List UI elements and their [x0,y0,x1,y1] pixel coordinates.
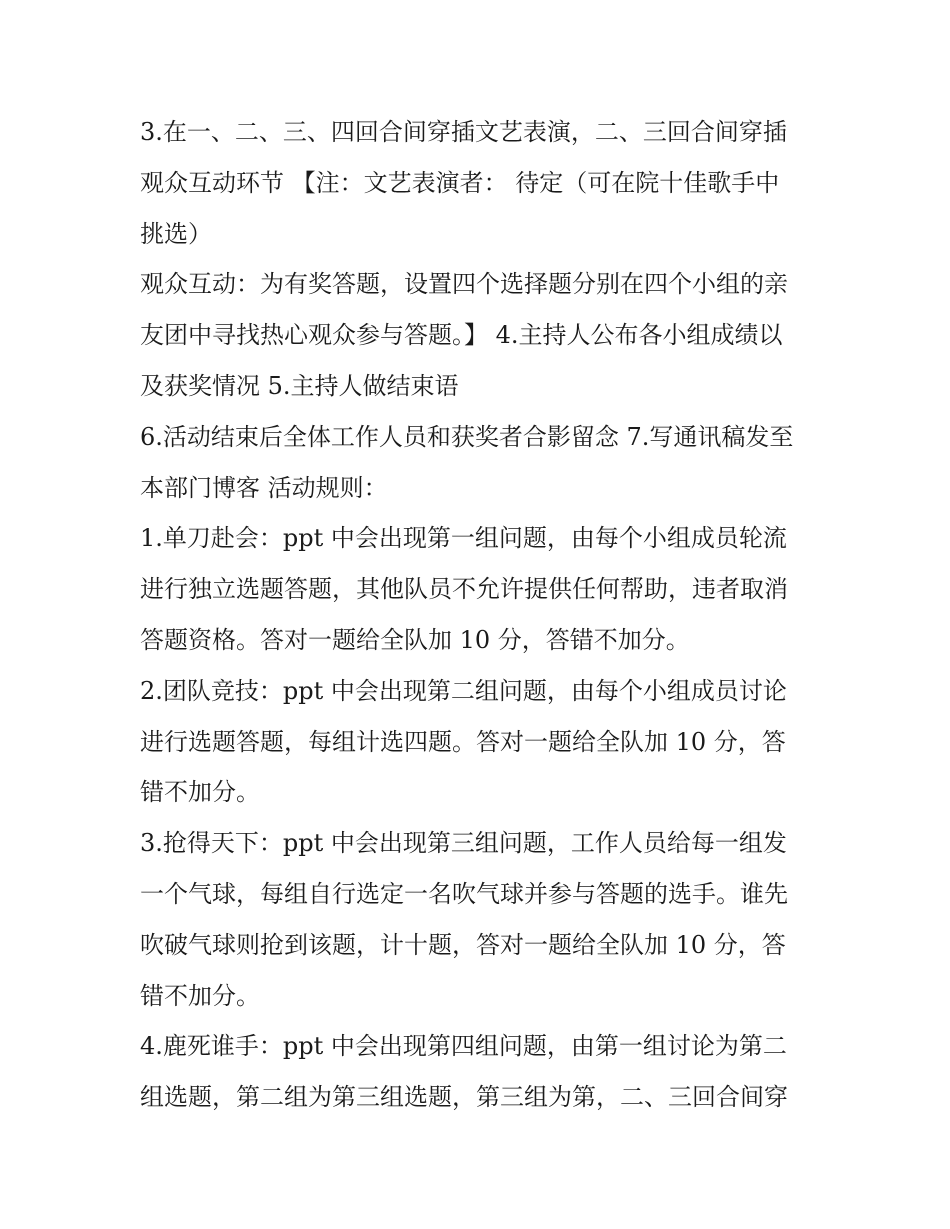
text-line: 答题资格。答对一题给全队加 10 分，答错不加分。 [140,625,690,654]
text-line: 进行选题答题，每组计选四题。答对一题给全队加 10 分，答 [140,727,786,756]
text-line: 组选题，第二组为第三组选题，第三组为第，二、三回合间穿 [140,1083,788,1112]
text-line: 及获奖情况 5.主持人做结束语 [140,371,459,400]
text-line: 本部门博客 活动规则： [140,473,388,502]
text-line: 4.鹿死谁手：ppt 中会出现第四组问题，由第一组讨论为第二 [140,1032,787,1061]
text-line: 错不加分。 [140,981,260,1010]
document-body [140,107,820,1123]
text-line: 观众互动：为有奖答题，设置四个选择题分别在四个小组的亲 [140,270,788,299]
text-line: 3.在一、二、三、四回合间穿插文艺表演，二、三回合间穿插 [140,118,787,146]
text-line: 2.团队竞技：ppt 中会出现第二组问题，由每个小组成员讨论 [140,676,787,705]
text-line: 挑选） [140,219,212,248]
text-line: 友团中寻找热心观众参与答题。】 4.主持人公布各小组成绩以 [140,321,783,350]
text-line: 一个气球，每组自行选定一名吹气球并参与答题的选手。谁先 [140,879,788,908]
text-line: 1.单刀赴会：ppt 中会出现第一组问题，由每个小组成员轮流 [140,524,787,553]
text-line: 观众互动环节 【注：文艺表演者： 待定（可在院十佳歌手中 [140,168,780,197]
text-line: 吹破气球则抢到该题，计十题，答对一题给全队加 10 分，答 [140,930,786,959]
text-line: 3.抢得天下：ppt 中会出现第三组问题，工作人员给每一组发 [140,829,787,858]
text-line: 6.活动结束后全体工作人员和获奖者合影留念 7.写通讯稿发至 [140,422,794,451]
text-line: 进行独立选题答题，其他队员不允许提供任何帮助，违者取消 [140,575,788,604]
text-line: 错不加分。 [140,778,260,807]
